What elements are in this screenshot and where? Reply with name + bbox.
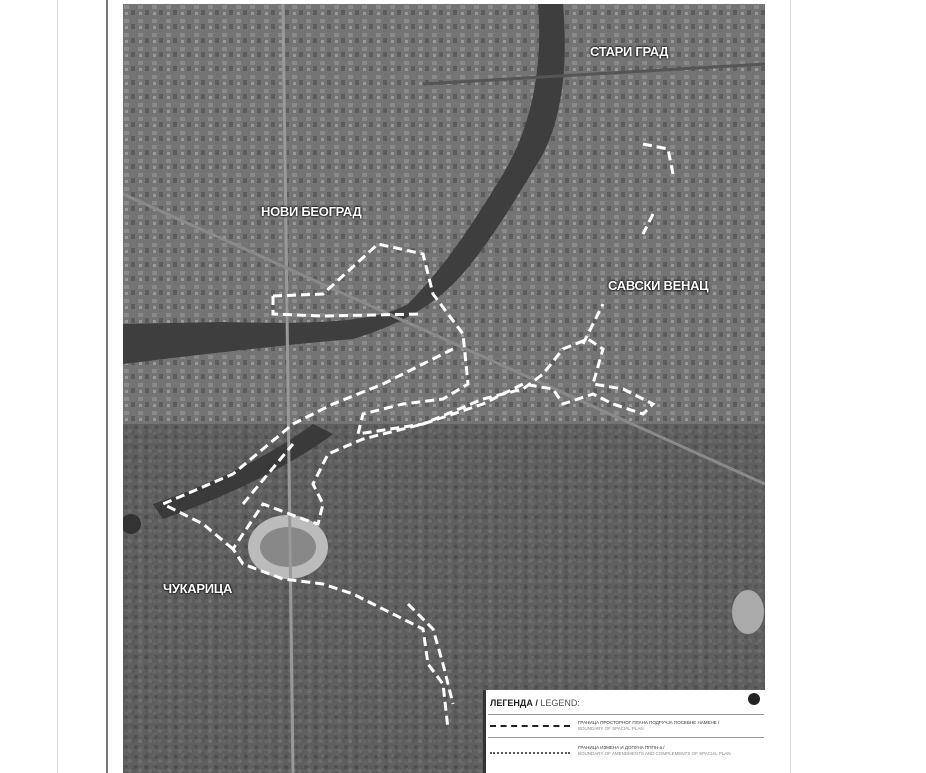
map-graphics xyxy=(123,4,765,773)
stadium-east xyxy=(732,590,764,634)
page-border-left xyxy=(57,0,58,773)
legend-item-label-en: BOUNDARY OF AMENDMENTS AND COMPLEMENTS OF SPACIAL PLAN xyxy=(578,751,731,756)
legend-title-sr: ЛЕГЕНДА / xyxy=(490,698,538,708)
legend-title-en: LEGEND: xyxy=(540,698,580,708)
aerial-map[interactable] xyxy=(123,4,765,773)
legend-divider xyxy=(488,714,764,715)
legend-item-amendments-boundary xyxy=(578,745,731,757)
legend-line-amendments-boundary xyxy=(490,752,570,754)
legend-item-label: ГРАНИЦА ПРОСТОРНОГ ПЛАНА ПОДРУЧЈА ПОСЕБНЕ НАМЕНЕ / xyxy=(578,720,720,725)
legend-title xyxy=(490,698,580,708)
compass-icon xyxy=(748,693,760,705)
legend-line-plan-boundary xyxy=(490,725,570,727)
page-border-right xyxy=(790,0,791,773)
map-legend xyxy=(483,690,768,773)
district-label-cukarica: ЧУКАРИЦА xyxy=(163,581,233,596)
district-label-savski-venac: САВСКИ ВЕНАЦ xyxy=(608,278,709,293)
legend-divider xyxy=(488,737,764,738)
stadium-field xyxy=(260,527,316,567)
image-frame xyxy=(106,0,108,773)
district-label-novi-beograd: НОВИ БЕОГРАД xyxy=(261,204,362,219)
legend-item-label: ГРАНИЦА ИЗМЕНА И ДОПУНА ПППН-а / xyxy=(578,745,665,750)
legend-item-label-en: BOUNDARY OF SPACIAL PLAN xyxy=(578,726,644,731)
district-label-stari-grad: СТАРИ ГРАД xyxy=(590,44,669,59)
legend-item-plan-boundary xyxy=(578,720,719,732)
